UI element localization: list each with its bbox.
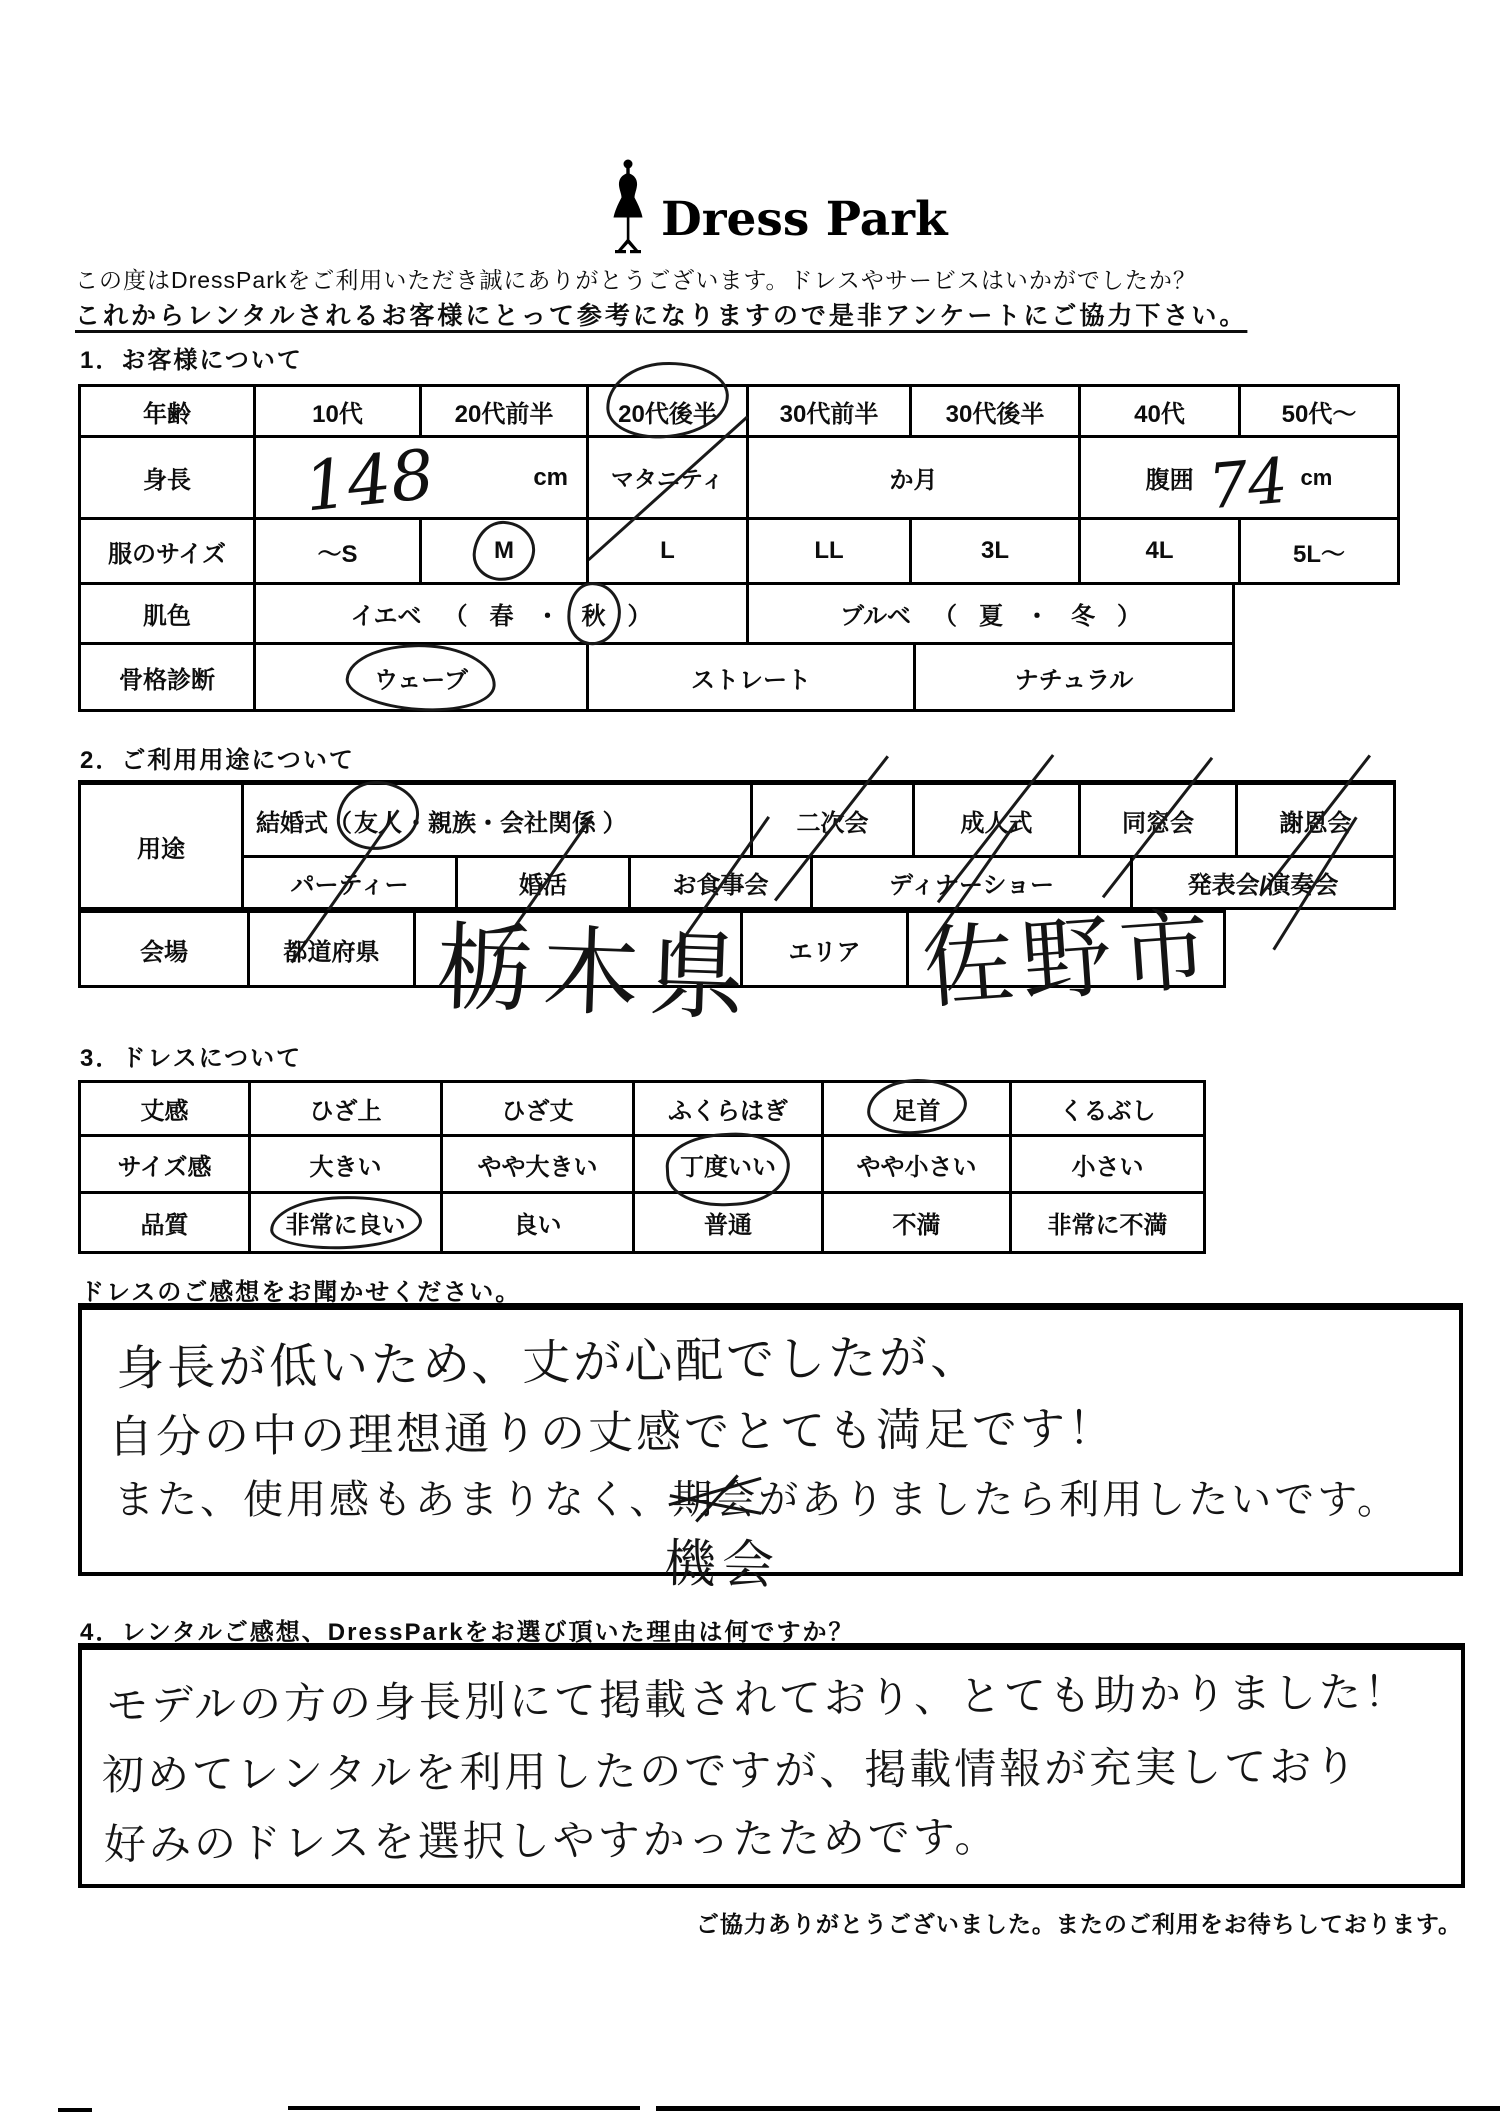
- frame-option-cell: [913, 645, 1232, 709]
- season-selected-option: [582, 596, 606, 631]
- size-row: [78, 520, 1400, 585]
- length-option-cell: [1009, 1083, 1203, 1134]
- frame-row: [78, 645, 1235, 712]
- brand-name: Dress Park: [661, 192, 948, 247]
- paren: ）: [627, 603, 652, 630]
- handwritten-line: 身長が低いため、丈が心配でしたが、: [115, 1330, 982, 1397]
- area-label: エリア: [788, 938, 861, 966]
- handwritten-line: 自分の中の理想通りの丈感でとても満足です！: [107, 1402, 1117, 1463]
- usage-option: パーティー: [290, 872, 409, 899]
- usage-option-cell: [1078, 785, 1235, 855]
- quality-option-cell: [440, 1194, 632, 1251]
- venue-label: 会場: [140, 938, 188, 966]
- venue-row: [78, 899, 1226, 1033]
- wedding-option: 友人: [354, 809, 402, 837]
- months-cell: [746, 438, 1078, 517]
- age-option-cell: [746, 387, 909, 435]
- height-label-cell: [81, 438, 253, 517]
- usage-option: お食事会: [672, 872, 769, 899]
- usage-option: 婚活: [519, 872, 567, 899]
- length-selected-option: [893, 1091, 941, 1126]
- quality-option: 普通: [704, 1212, 752, 1239]
- handwritten-text: また、使用感もあまりなく、: [114, 1478, 673, 1522]
- size-option-cell: [1078, 520, 1238, 582]
- usage-option: 二次会: [796, 809, 869, 837]
- usage-label: 用途: [137, 835, 185, 863]
- separator-dot: ・: [1025, 603, 1050, 630]
- age-selected-option: [618, 394, 717, 429]
- season-option: 冬: [1071, 603, 1096, 630]
- size-option-cell: [1238, 520, 1397, 582]
- fit-option-cell: [821, 1137, 1009, 1191]
- quality-row: [78, 1194, 1206, 1254]
- wedding-suffix: ・親族・会社関係 ）: [404, 809, 627, 837]
- skin-label: 肌色: [143, 603, 191, 630]
- struck-word: [663, 1468, 781, 1595]
- quality-option-cell: [248, 1194, 440, 1251]
- age-option-cell: [909, 387, 1078, 435]
- handwritten-line: 初めてレンタルを利用したのですが、掲載情報が充実しており: [101, 1742, 1360, 1799]
- height-value-cell: [253, 434, 586, 528]
- length-option: ひざ丈: [501, 1098, 574, 1125]
- length-option-cell: [248, 1083, 440, 1134]
- size-option: 5L～: [1292, 540, 1345, 568]
- prefecture-handwritten-value: 栃木県: [434, 913, 757, 1033]
- quality-option: 非常に不満: [1047, 1212, 1168, 1239]
- age-label: 年齢: [143, 400, 191, 428]
- size-option-cell: [909, 520, 1078, 582]
- usage-option-cell: [750, 785, 912, 855]
- dress-form-icon: [605, 158, 651, 258]
- wedding-cell: [244, 785, 750, 855]
- separator-dot: ・: [535, 603, 560, 630]
- frame-label-cell: [81, 645, 253, 709]
- quality-option-cell: [632, 1194, 821, 1251]
- fit-label-cell: [81, 1137, 248, 1191]
- fit-option: 大きい: [309, 1153, 382, 1181]
- dress-feedback-prompt: ドレスのご感想をお聞かせください。: [80, 1279, 522, 1306]
- size-label: 服のサイズ: [107, 540, 227, 568]
- usage-option: ディナーショー: [888, 872, 1055, 899]
- age-option: 30代後半: [945, 400, 1045, 428]
- yellow-base-label: イエベ: [350, 603, 422, 630]
- age-option-cell: [586, 387, 746, 435]
- length-option: 足首: [892, 1098, 941, 1125]
- intro-text: この度はDressParkをご利用いただき誠にありがとうございます。ドレスやサービスはいかがでしたか？: [75, 267, 1197, 293]
- maternity-label: マタニティ: [610, 466, 725, 492]
- season-option: 春: [489, 603, 514, 630]
- quality-label: 品質: [140, 1212, 189, 1239]
- size-option: L: [660, 537, 675, 564]
- area-label-cell: [740, 913, 906, 985]
- height-label: 身長: [143, 467, 191, 494]
- fit-selected-option: [680, 1147, 776, 1182]
- age-option: 40代: [1134, 400, 1185, 428]
- height-handwritten-value: 148: [300, 434, 438, 528]
- size-option-cell: [586, 520, 746, 582]
- fit-label: サイズ感: [117, 1153, 212, 1181]
- length-option-cell: [632, 1083, 821, 1134]
- waist-unit: cm: [1300, 464, 1333, 490]
- fit-option-cell: [632, 1137, 821, 1191]
- fit-option: やや大きい: [477, 1153, 598, 1181]
- size-option-cell: [746, 520, 909, 582]
- fit-option-cell: [1009, 1137, 1203, 1191]
- scan-artifact-line: [656, 2106, 1500, 2111]
- section3-heading: 3．ドレスについて: [80, 1045, 303, 1072]
- prefecture-label-cell: [247, 913, 413, 985]
- height-unit: cm: [533, 463, 568, 491]
- age-label-cell: [81, 387, 253, 435]
- skin-tone-row: [78, 585, 1235, 645]
- fit-option-cell: [248, 1137, 440, 1191]
- usage-row-b: [244, 858, 1396, 910]
- frame-option: ストレート: [691, 666, 811, 694]
- dress-length-row: [78, 1080, 1206, 1137]
- section1-heading: 1．お客様について: [80, 347, 303, 374]
- footer-thanks-text: ご協力ありがとうございました。またのご利用をお待ちしております。: [695, 1911, 1462, 1937]
- size-option-cell: [253, 520, 419, 582]
- paren: （: [933, 603, 958, 630]
- blue-base-cell: [746, 585, 1232, 642]
- length-label: 丈感: [140, 1098, 189, 1125]
- age-option-cell: [1078, 387, 1238, 435]
- age-row: [78, 384, 1400, 438]
- size-selected-option: [494, 537, 514, 565]
- size-label-cell: [81, 520, 253, 582]
- length-option: ひざ上: [309, 1098, 382, 1125]
- length-option-cell: [440, 1083, 632, 1134]
- area-value-cell: [906, 899, 1223, 1021]
- size-option: LL: [814, 537, 844, 564]
- age-option-cell: [419, 387, 586, 435]
- intro-emphasis-text: これからレンタルされるお客様にとって参考になりますので是非アンケートにご協力下さい。: [75, 302, 1248, 330]
- size-option: ～S: [317, 540, 358, 568]
- venue-label-cell: [81, 913, 247, 985]
- usage-option: 成人式: [960, 809, 1033, 837]
- usage-option-cell: [244, 858, 455, 907]
- fit-option-cell: [440, 1137, 632, 1191]
- area-handwritten-value: 佐野市: [920, 899, 1221, 1021]
- frame-label: 骨格診断: [119, 666, 215, 694]
- fit-option: やや小さい: [856, 1153, 977, 1181]
- age-option: 20代後半: [618, 400, 717, 428]
- scan-artifact-line: [58, 2108, 92, 2112]
- wedding-prefix: 結婚式（: [256, 809, 352, 837]
- size-option: 4L: [1145, 537, 1174, 564]
- length-option: くるぶし: [1059, 1098, 1156, 1125]
- frame-option: ナチュラル: [1014, 666, 1134, 694]
- height-row: [78, 434, 1400, 528]
- age-option: 10代: [312, 400, 363, 428]
- frame-option: ウェーブ: [374, 666, 468, 694]
- section4-heading: 4．レンタルご感想、DressParkをお選び頂いた理由は何ですか？: [80, 1619, 855, 1646]
- age-option: 20代前半: [454, 400, 554, 428]
- quality-option-cell: [821, 1194, 1009, 1251]
- size-option-cell: [419, 520, 586, 582]
- fit-option: 小さい: [1071, 1153, 1144, 1181]
- waist-cell: [1078, 438, 1397, 523]
- usage-option-cell: [912, 785, 1078, 855]
- handwritten-text: 期会: [672, 1478, 759, 1522]
- waist-handwritten-value: 74: [1205, 443, 1291, 523]
- age-option-cell: [253, 387, 419, 435]
- wedding-selected-option: [354, 803, 402, 838]
- quality-label-cell: [81, 1194, 248, 1251]
- waist-label: 腹囲: [1145, 467, 1194, 494]
- season-option: 秋: [581, 603, 606, 630]
- usage-option: 同窓会: [1122, 809, 1194, 837]
- handwritten-line: 好みのドレスを選択しやすかったためです。: [103, 1813, 1000, 1868]
- frame-option-cell: [253, 645, 586, 709]
- correction-word: 機会: [663, 1534, 781, 1595]
- usage-row-a: [244, 780, 1396, 858]
- season-option: 夏: [979, 603, 1004, 630]
- prefecture-label: 都道府県: [283, 938, 380, 966]
- age-option: 50代～: [1281, 400, 1357, 428]
- size-option: M: [494, 537, 514, 564]
- prefecture-value-cell: [413, 913, 757, 1033]
- handwritten-line: モデルの方の身長別にて掲載されており、とても助かりました！: [105, 1668, 1410, 1729]
- frame-selected-option: [374, 660, 468, 695]
- dress-feedback-box: [78, 1303, 1463, 1595]
- maternity-cell: [586, 438, 746, 517]
- paren: ）: [1117, 603, 1142, 630]
- length-option: ふくらはぎ: [668, 1098, 788, 1125]
- quality-selected-option: [286, 1205, 406, 1240]
- quality-option: 良い: [513, 1212, 562, 1239]
- frame-option-cell: [586, 645, 913, 709]
- blue-base-label: ブルベ: [839, 603, 912, 630]
- handwritten-line: [114, 1468, 1401, 1595]
- section2-heading: 2．ご利用用途について: [80, 747, 355, 774]
- age-option-cell: [1238, 387, 1397, 435]
- skin-label-cell: [81, 585, 253, 642]
- quality-option-cell: [1009, 1194, 1203, 1251]
- paren: （: [443, 603, 468, 630]
- quality-option: 不満: [892, 1212, 941, 1239]
- age-option: 30代前半: [779, 400, 879, 428]
- yellow-base-cell: [253, 585, 746, 642]
- logo: [605, 158, 948, 258]
- months-label: か月: [889, 467, 938, 494]
- usage-option: 発表会/演奏会: [1187, 872, 1339, 899]
- usage-option-cell: [1235, 785, 1393, 855]
- size-option: 3L: [980, 537, 1009, 564]
- length-option-cell: [821, 1083, 1009, 1134]
- scan-artifact-line: [288, 2106, 640, 2110]
- fit-option: 丁度いい: [680, 1153, 776, 1181]
- usage-label-cell: [78, 780, 244, 910]
- usage-option: 謝恩会: [1279, 809, 1352, 837]
- fit-row: [78, 1137, 1206, 1194]
- length-label-cell: [81, 1083, 248, 1134]
- quality-option: 非常に良い: [285, 1212, 406, 1239]
- handwritten-text: がありましたら利用したいです。: [758, 1478, 1401, 1522]
- reason-feedback-box: [78, 1643, 1465, 1888]
